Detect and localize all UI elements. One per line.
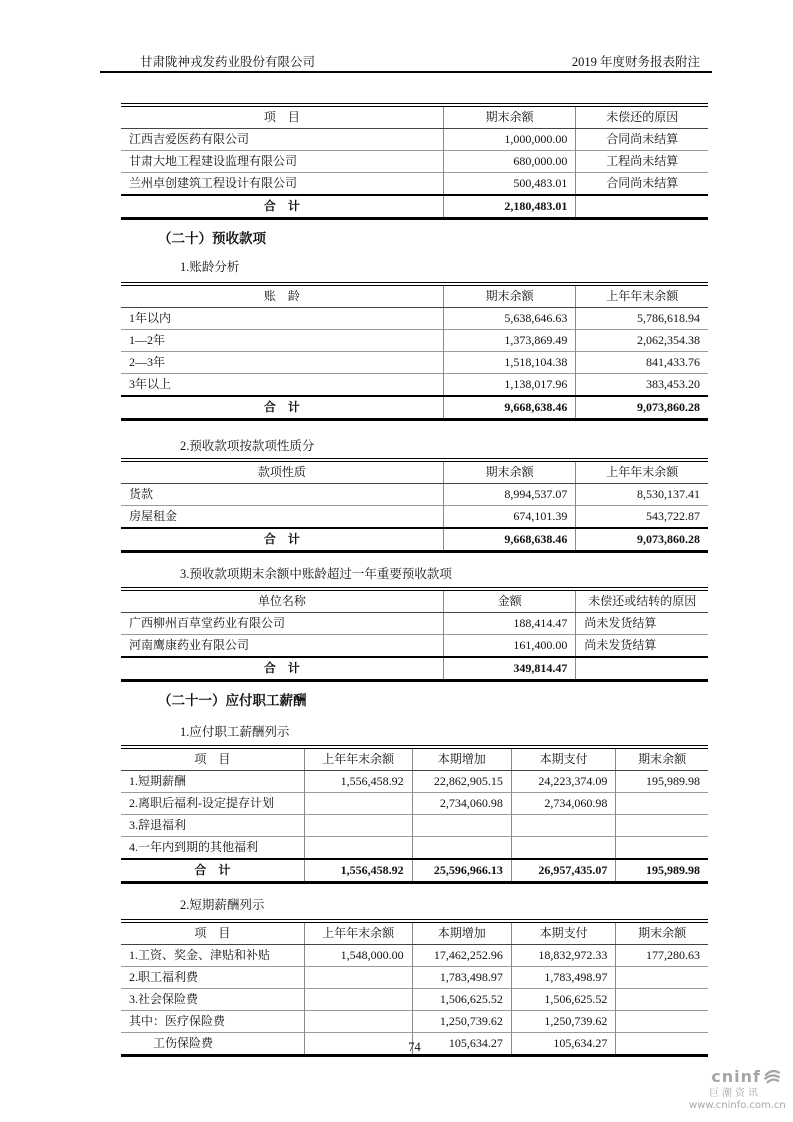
body-cell: 674,101.39: [443, 506, 576, 529]
table-row: [121, 352, 708, 374]
table-header-row: [121, 105, 708, 129]
column-header-cell: 期末余额: [443, 460, 576, 484]
table-total-row: [121, 528, 708, 552]
header-company-name: 甘肃陇神戎发药业股份有限公司: [140, 55, 316, 69]
column-header-cell: 上年年末余额: [304, 921, 412, 945]
body-cell: 2.离职后福利-设定提存计划: [121, 793, 304, 815]
total-cell: 合 计: [121, 859, 304, 883]
body-cell: 22,862,905.15: [412, 771, 511, 793]
column-header-cell: 本期增加: [412, 921, 511, 945]
section-heading-advances-received: （二十）预收款项: [158, 231, 266, 247]
body-cell: 841,433.76: [576, 352, 708, 374]
table-row: [121, 815, 708, 837]
column-header-cell: 上年年末余额: [576, 460, 708, 484]
subsection-by-nature: 2.预收款项按款项性质分: [180, 439, 315, 453]
body-cell: [616, 989, 708, 1011]
column-header-cell: 账 龄: [121, 284, 443, 308]
cninfo-brand-row: [689, 1068, 781, 1086]
body-cell: 8,530,137.41: [576, 484, 708, 506]
body-cell: 江西吉爱医药有限公司: [129, 132, 250, 146]
body-cell: 2,734,060.98: [511, 793, 615, 815]
body-cell: 尚未发货结算: [576, 613, 708, 635]
body-cell: 工伤保险费: [121, 1033, 304, 1056]
column-header-cell: 本期增加: [412, 747, 511, 771]
table-header-row: [121, 747, 708, 771]
table-row: [121, 151, 708, 173]
table-row: [121, 173, 708, 196]
body-cell: 1,000,000.00: [443, 129, 576, 151]
body-cell: 543,722.87: [576, 506, 708, 529]
total-cell: 9,668,638.46: [443, 528, 576, 552]
total-cell: 合 计: [121, 657, 443, 681]
body-cell: [616, 815, 708, 837]
body-cell: 177,280.63: [616, 945, 708, 967]
body-cell: 甘肃大地工程建设监理有限公司: [121, 151, 443, 173]
total-cell: 2,180,483.01: [443, 195, 576, 219]
table-row: [121, 989, 708, 1011]
body-cell: 房屋租金: [121, 506, 443, 529]
aging-analysis-table: [121, 282, 708, 421]
subsection-aging-analysis: 1.账龄分析: [180, 260, 240, 274]
body-cell: 河南鹰康药业有限公司: [121, 635, 443, 658]
body-cell: 3.辞退福利: [121, 815, 304, 837]
table-row: [121, 506, 708, 529]
column-header-cell: 项 目: [121, 921, 304, 945]
body-cell: 24,223,374.09: [511, 771, 615, 793]
total-cell: [576, 657, 708, 681]
body-cell: 1.工资、奖金、津贴和补贴: [129, 948, 271, 962]
body-cell: [616, 1011, 708, 1033]
column-header-cell: 项 目: [121, 105, 443, 129]
total-cell: 195,989.98: [616, 859, 708, 883]
column-header-cell: 未偿还的原因: [576, 105, 708, 129]
cninfo-url: www.cninfo.com.cn: [689, 1100, 786, 1111]
table-row: [121, 1011, 708, 1033]
body-cell: 105,634.27: [511, 1033, 615, 1056]
body-cell: 680,000.00: [443, 151, 576, 173]
table-total-row: [121, 396, 708, 420]
body-cell: 其中：医疗保险费: [121, 1011, 304, 1033]
body-cell: 1,783,498.97: [412, 967, 511, 989]
table-row: [121, 837, 708, 860]
payroll-payable-table: [121, 745, 708, 884]
body-cell: [511, 837, 615, 860]
body-cell: [511, 815, 615, 837]
body-cell: [304, 837, 412, 860]
body-cell: 1,556,458.92: [304, 771, 412, 793]
cninfo-watermark: [689, 1067, 786, 1112]
table-row: [121, 771, 708, 793]
column-header-cell: 项 目: [121, 747, 304, 771]
column-header-cell: 期末余额: [443, 284, 576, 308]
column-header-cell: 本期支付: [511, 747, 615, 771]
data-table: [121, 587, 708, 682]
table-total-row: [121, 657, 708, 681]
table-row: [121, 967, 708, 989]
body-cell: 188,414.47: [443, 613, 576, 635]
column-header-cell: 款项性质: [121, 460, 443, 484]
body-cell: 1,506,625.52: [412, 989, 511, 1011]
table-header-row: [121, 589, 708, 613]
body-cell: 3年以上: [121, 374, 443, 397]
total-cell: 25,596,966.13: [412, 859, 511, 883]
table-total-row: [121, 195, 708, 219]
table-row: [121, 484, 708, 506]
total-cell: 349,814.47: [443, 657, 576, 681]
column-header-cell: 期末余额: [616, 747, 708, 771]
data-table: [121, 103, 708, 220]
data-table: [121, 458, 708, 553]
data-table: [121, 919, 708, 1057]
total-cell: 9,073,860.28: [576, 528, 708, 552]
column-header-cell: 上年年末余额: [576, 284, 708, 308]
body-cell: 1年以内: [129, 311, 172, 325]
body-cell: 500,483.01: [443, 173, 576, 196]
body-cell: 工程尚未结算: [576, 151, 708, 173]
cninfo-brand-text: cninf: [711, 1067, 761, 1086]
document-content: [121, 0, 708, 1057]
body-cell: 合同尚未结算: [576, 173, 708, 196]
table-header-row: [121, 284, 708, 308]
body-cell: 17,462,252.96: [412, 945, 511, 967]
body-cell: [304, 989, 412, 1011]
table-row: [121, 330, 708, 352]
total-cell: 1,556,458.92: [304, 859, 412, 883]
body-cell: 合同尚未结算: [576, 129, 708, 151]
table-row: [121, 308, 708, 330]
body-cell: 1,373,869.49: [443, 330, 576, 352]
body-cell: 1—2年: [121, 330, 443, 352]
body-cell: 1,250,739.62: [412, 1011, 511, 1033]
body-cell: 3.社会保险费: [121, 989, 304, 1011]
total-cell: 9,668,638.46: [443, 396, 576, 420]
column-header-cell: 期末余额: [443, 105, 576, 129]
body-cell: 1,518,104.38: [443, 352, 576, 374]
body-cell: 1,783,498.97: [511, 967, 615, 989]
body-cell: [304, 967, 412, 989]
body-cell: 18,832,972.33: [511, 945, 615, 967]
body-cell: 货款: [129, 487, 154, 501]
page-number: 74: [408, 1040, 421, 1054]
data-table: [121, 745, 708, 884]
body-cell: 5,638,646.63: [443, 308, 576, 330]
table-row: [121, 945, 708, 967]
body-cell: 383,453.20: [576, 374, 708, 397]
data-table: [121, 282, 708, 421]
body-cell: 1,548,000.00: [304, 945, 412, 967]
body-cell: 4.一年内到期的其他福利: [121, 837, 304, 860]
body-cell: [616, 793, 708, 815]
total-cell: 合 计: [121, 195, 443, 219]
table-row: [121, 374, 708, 397]
body-cell: 1,506,625.52: [511, 989, 615, 1011]
table-row: [121, 793, 708, 815]
advances-by-nature-table: [121, 458, 708, 553]
column-header-cell: 本期支付: [511, 921, 615, 945]
subsection-payroll-payable: 1.应付职工薪酬列示: [180, 725, 290, 739]
body-cell: 2—3年: [121, 352, 443, 374]
body-cell: [616, 837, 708, 860]
subsection-short-term-compensation: 2.短期薪酬列示: [180, 898, 265, 912]
total-cell: 合 计: [121, 528, 443, 552]
subsection-over-one-year: 3.预收款项期末余额中账龄超过一年重要预收款项: [180, 567, 452, 581]
body-cell: 1,250,739.62: [511, 1011, 615, 1033]
body-cell: 105,634.27: [412, 1033, 511, 1056]
header-doc-title: 2019 年度财务报表附注: [571, 55, 700, 69]
table-total-row: [121, 859, 708, 883]
column-header-cell: 期末余额: [616, 921, 708, 945]
body-cell: 广西柳州百草堂药业有限公司: [129, 616, 286, 630]
body-cell: 2.职工福利费: [121, 967, 304, 989]
advances-over-one-year-table: [121, 587, 708, 682]
section-heading-employee-compensation: （二十一）应付职工薪酬: [158, 693, 307, 709]
total-cell: 9,073,860.28: [576, 396, 708, 420]
column-header-cell: 金额: [443, 589, 576, 613]
body-cell: [304, 815, 412, 837]
body-cell: 195,989.98: [616, 771, 708, 793]
body-cell: [412, 837, 511, 860]
total-cell: 合 计: [121, 396, 443, 420]
body-cell: 2,734,060.98: [412, 793, 511, 815]
column-header-cell: 上年年末余额: [304, 747, 412, 771]
cninfo-logo-icon: [763, 1068, 781, 1086]
body-cell: [412, 815, 511, 837]
table-row: [121, 129, 708, 151]
table-row: [121, 635, 708, 658]
table-header-row: [121, 460, 708, 484]
body-cell: [616, 967, 708, 989]
body-cell: 161,400.00: [443, 635, 576, 658]
short-term-compensation-table: [121, 919, 708, 1057]
total-cell: [576, 195, 708, 219]
table-row: [121, 613, 708, 635]
body-cell: 1,138,017.96: [443, 374, 576, 397]
body-cell: 2,062,354.38: [576, 330, 708, 352]
body-cell: 1.短期薪酬: [129, 774, 187, 788]
total-cell: 26,957,435.07: [511, 859, 615, 883]
cninfo-caption: 巨潮资讯: [709, 1088, 761, 1099]
body-cell: [304, 793, 412, 815]
body-cell: 5,786,618.94: [576, 308, 708, 330]
column-header-cell: 未偿还或结转的原因: [576, 589, 708, 613]
body-cell: 尚未发货结算: [576, 635, 708, 658]
unpaid-balance-table: [121, 103, 708, 220]
body-cell: 兰州卓创建筑工程设计有限公司: [121, 173, 443, 196]
body-cell: [304, 1011, 412, 1033]
table-header-row: [121, 921, 708, 945]
body-cell: 8,994,537.07: [443, 484, 576, 506]
column-header-cell: 单位名称: [121, 589, 443, 613]
